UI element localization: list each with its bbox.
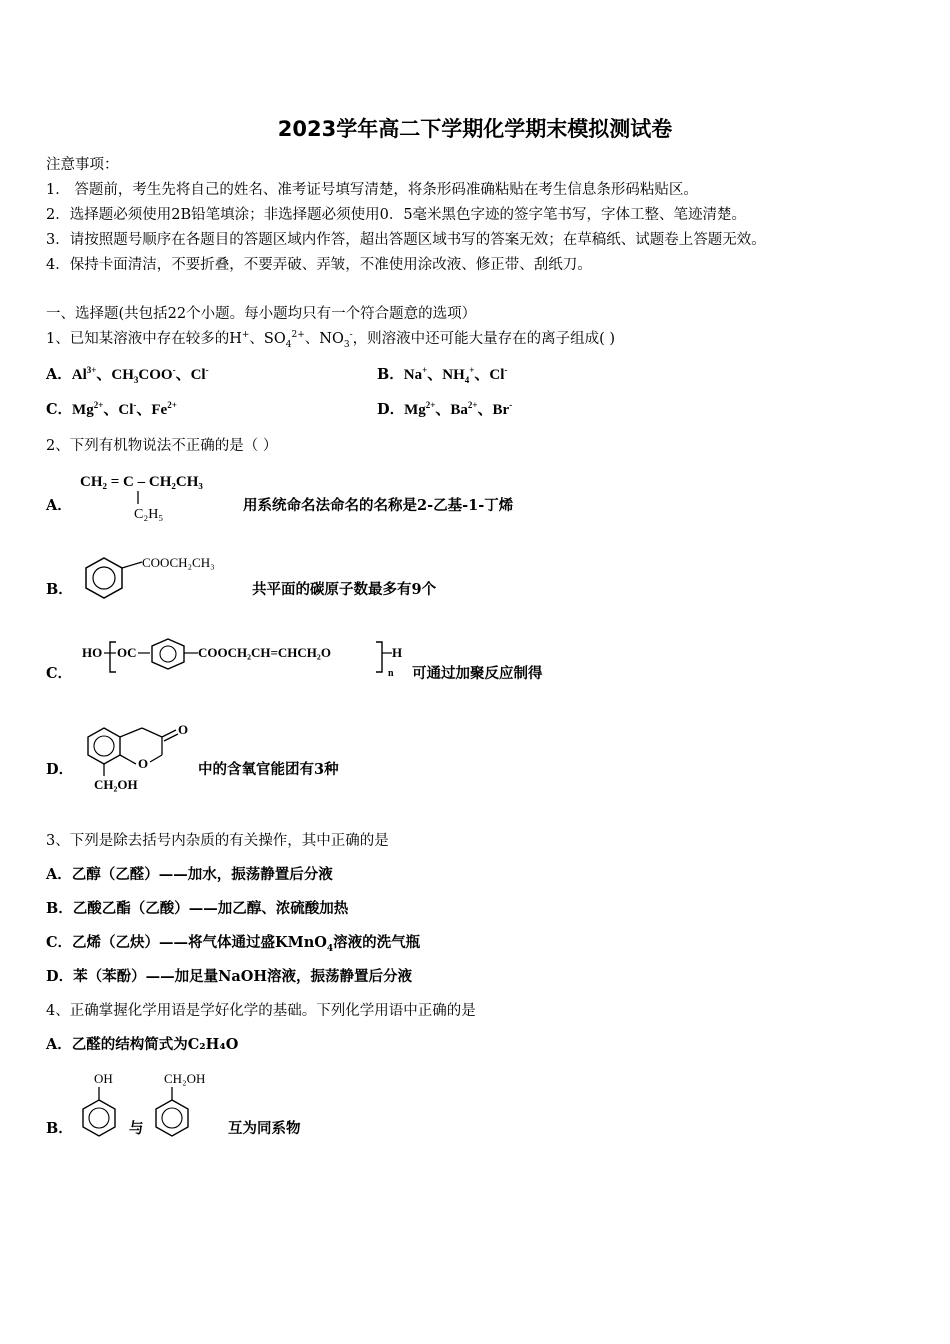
structure-2-ethyl-1-butene	[76, 466, 241, 522]
note-item: 2．选择题必须使用2B铅笔填涂；非选择题必须使用0．5毫米黑色字迹的签字笔书写，字体工整、笔迹清楚。	[46, 207, 747, 223]
question-2-option-a-text: 用系统命名法命名的名称是2-乙基-1-丁烯	[243, 497, 514, 514]
question-4-stem: 4、正确掌握化学用语是学好化学的基础。下列化学用语中正确的是	[46, 1003, 476, 1019]
question-3-option-a: A．乙醇（乙醛）——加水，振荡静置后分液	[46, 866, 333, 883]
structure-phenol	[78, 1066, 120, 1158]
svg-text:HO: HO	[82, 645, 103, 660]
page-title: 2023学年高二下学期化学期末模拟测试卷	[277, 117, 673, 141]
question-3-option-d: D．苯（苯酚）——加足量NaOH溶液，振荡静置后分液	[46, 968, 413, 985]
question-2-option-a-label: A．	[46, 497, 72, 514]
question-4-option-b-text: 互为同系物	[228, 1120, 301, 1137]
note-item: 3．请按照题号顺序在各题目的答题区域内作答，超出答题区域书写的答案无效；在草稿纸、试题卷上答题无效。	[46, 232, 766, 248]
question-2-option-d-text: 中的含氧官能团有3种	[198, 761, 339, 778]
question-1-option-a: A．$Al^{3+}$、$CH_3COO^-$、Cl-	[46, 365, 209, 385]
question-2-stem: 2、下列有机物说法不正确的是（ ）	[46, 438, 278, 454]
svg-text:n: n	[388, 668, 394, 679]
question-2-option-d-label: D．	[46, 761, 74, 778]
structure-ethyl-benzoate	[76, 550, 251, 600]
question-3-option-c: C．乙烯（乙炔）——将气体通过盛KMnO$_4$溶液的洗气瓶	[46, 934, 421, 954]
svg-text:O: O	[138, 756, 149, 771]
structure-polyester	[80, 634, 410, 684]
question-4-option-b-mid: 与	[129, 1120, 144, 1137]
question-3-option-b: B．乙酸乙酯（乙酸）——加乙醇、浓硫酸加热	[46, 900, 349, 917]
section-heading: 一、选择题(共包括22个小题。每小题均只有一个符合题意的选项）	[46, 306, 477, 322]
question-1-option-d: D．$Mg^{2+}$、$Ba^{2+}$、Br-	[377, 400, 513, 418]
question-3-stem: 3、下列是除去括号内杂质的有关操作，其中正确的是	[46, 833, 389, 849]
question-2-option-b-text: 共平面的碳原子数最多有9个	[252, 581, 437, 598]
svg-text:COOCH₂CH=CHCH₂O: COOCH₂CH=CHCH₂O	[198, 645, 331, 660]
svg-text:CH₂ = C – CH₂CH₃: CH₂ = C – CH₂CH₃	[80, 474, 203, 490]
svg-text:CH₂OH: CH₂OH	[164, 1071, 206, 1086]
svg-text:H: H	[392, 645, 403, 660]
question-2-option-c-text: 可通过加聚反应制得	[412, 665, 543, 682]
svg-text:OH: OH	[94, 1071, 113, 1086]
question-1-option-c: C．$Mg^{2+}$、Cl-、$Fe^{2+}$	[46, 400, 177, 418]
question-2-option-b-label: B．	[46, 581, 73, 598]
question-4-option-b-label: B．	[46, 1120, 73, 1137]
note-item: 1． 答题前，考生先将自己的姓名、准考证号填写清楚，将条形码准确粘贴在考生信息条形码粘贴区。	[46, 182, 698, 198]
question-2-option-c-label: C．	[46, 665, 73, 682]
svg-text:O: O	[178, 722, 189, 737]
structure-benzyl-alcohol	[150, 1066, 230, 1158]
svg-text:COOCH₂CH₃: COOCH₂CH₃	[142, 555, 215, 570]
note-item: 4．保持卡面清洁，不要折叠，不要弄破、弄皱，不准使用涂改液、修正带、刮纸刀。	[46, 257, 592, 273]
question-1-stem: 1、已知某溶液中存在较多的H+、$SO_4^{2+}$、$NO_3^-$，则溶液中还可能大量存在的离子组成( )	[46, 330, 616, 350]
structure-chromanone	[80, 716, 200, 796]
question-4-option-a: A．乙醛的结构简式为C₂H₄O	[46, 1036, 239, 1053]
svg-text:OC: OC	[117, 645, 137, 660]
question-1-option-b: B．Na+、$NH_4^+$、Cl-	[377, 365, 508, 385]
svg-text:C₂H₅: C₂H₅	[134, 507, 164, 522]
notes-heading: 注意事项：	[46, 157, 119, 173]
svg-text:CH₂OH: CH₂OH	[94, 777, 138, 792]
